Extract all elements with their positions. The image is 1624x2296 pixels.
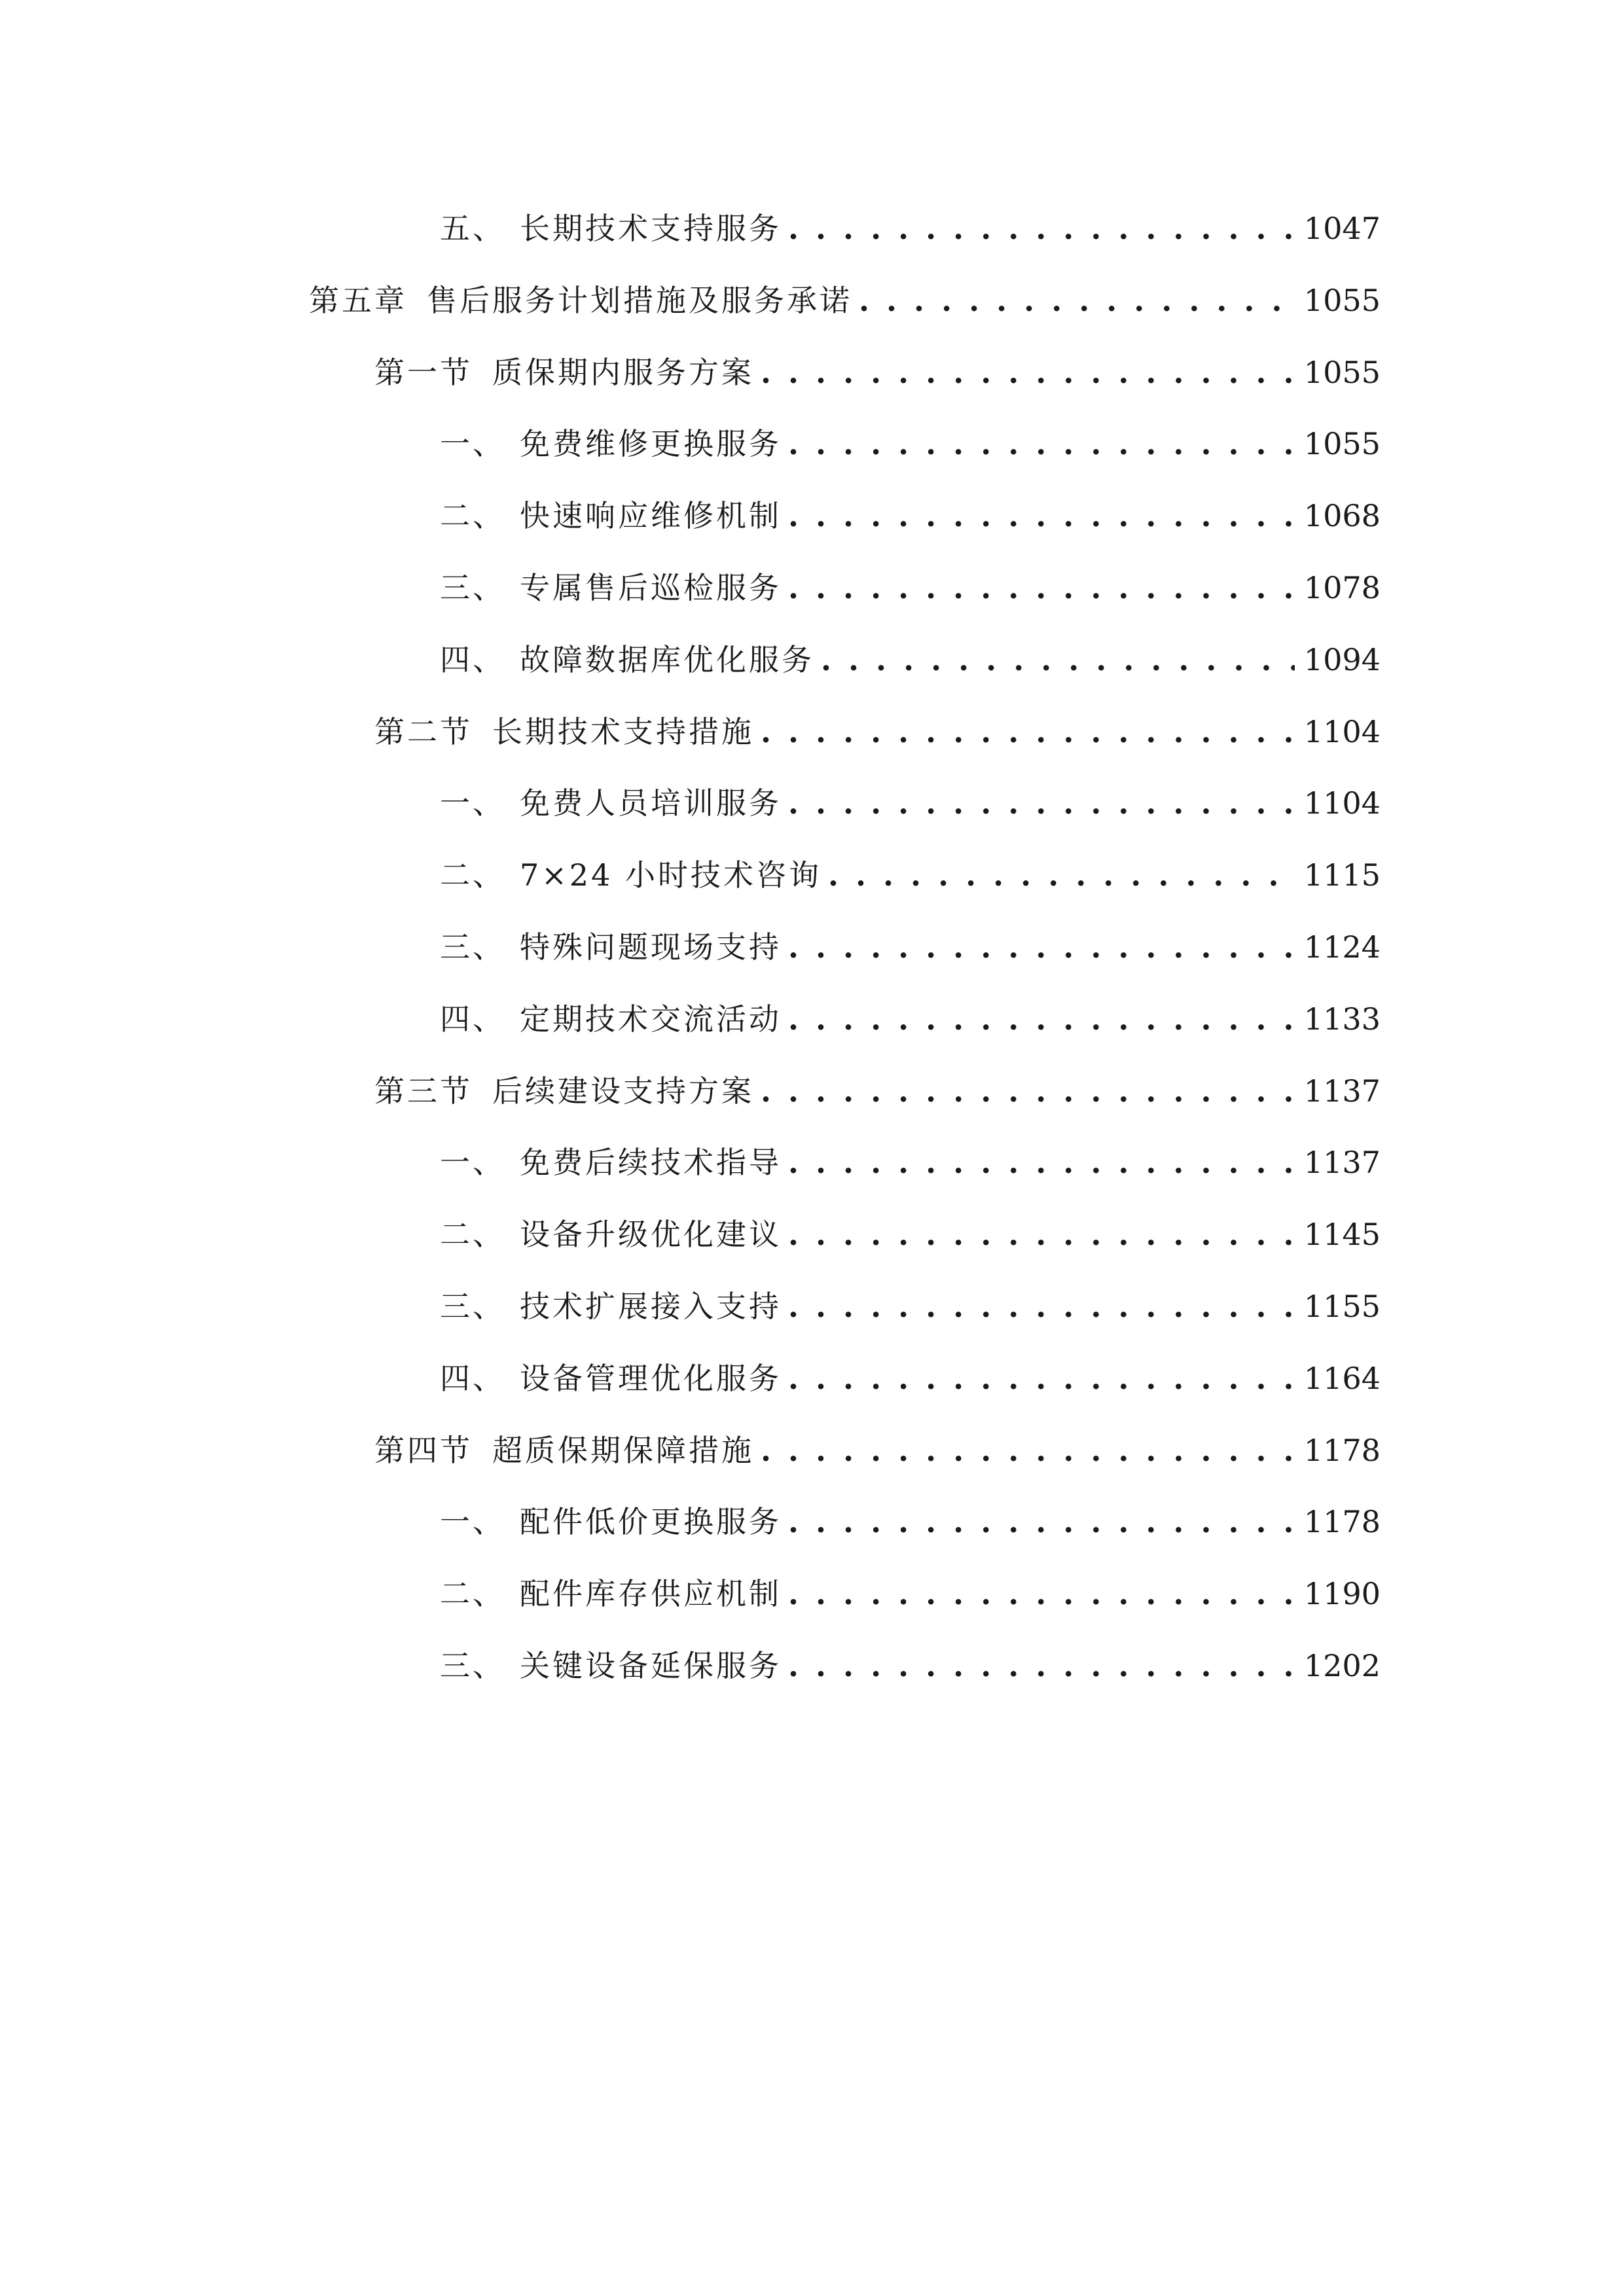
toc-entry-number: 四、 — [440, 1001, 505, 1037]
toc-entry[interactable] — [440, 1570, 1380, 1617]
toc-entry-page-number: 1124 — [1303, 929, 1380, 965]
toc-entry-number: 第三节 — [374, 1073, 473, 1109]
toc-dot-leader — [761, 349, 1295, 396]
toc-entry-page-number: 1178 — [1303, 1433, 1380, 1468]
toc-entry-page-number: 1068 — [1303, 498, 1380, 533]
toc-entry-number: 一、 — [440, 1145, 505, 1180]
toc-entry-number: 第四节 — [374, 1433, 473, 1468]
toc-entry-title: 7×24 小时技术咨询 — [520, 857, 821, 893]
toc-entry[interactable] — [374, 349, 1380, 396]
toc-dot-leader — [761, 708, 1295, 755]
toc-entry-title: 超质保期保障措施 — [492, 1433, 754, 1468]
toc-entry[interactable] — [440, 564, 1380, 611]
toc-entry-page-number: 1137 — [1303, 1145, 1380, 1180]
toc-entry-title: 设备升级优化建议 — [520, 1217, 782, 1252]
toc-entry-title: 免费后续技术指导 — [520, 1145, 782, 1180]
toc-entry-number: 一、 — [440, 785, 505, 821]
toc-entry-title: 免费人员培训服务 — [520, 785, 782, 821]
toc-entry-title: 技术扩展接入支持 — [520, 1289, 782, 1324]
toc-entry-title: 长期技术支持措施 — [492, 714, 754, 749]
toc-entry-page-number: 1047 — [1303, 211, 1380, 246]
toc-dot-leader — [788, 1355, 1295, 1402]
toc-entry[interactable] — [440, 996, 1380, 1043]
toc-entry[interactable] — [440, 492, 1380, 539]
toc-entry-page-number: 1055 — [1303, 355, 1380, 390]
toc-entry-title: 配件低价更换服务 — [520, 1504, 782, 1539]
toc-entry-page-number: 1145 — [1303, 1217, 1380, 1252]
toc-entry[interactable] — [440, 420, 1380, 467]
toc-entry-number: 二、 — [440, 1217, 505, 1252]
toc-entry-title: 故障数据库优化服务 — [520, 642, 814, 677]
toc-entry-page-number: 1164 — [1303, 1361, 1380, 1396]
toc-dot-leader — [788, 205, 1295, 252]
toc-entry-number: 三、 — [440, 929, 505, 965]
toc-entry-title: 质保期内服务方案 — [492, 355, 754, 390]
toc-dot-leader — [788, 564, 1295, 611]
toc-dot-leader — [788, 780, 1295, 827]
toc-entry-number: 第一节 — [374, 355, 473, 390]
toc-entry[interactable] — [374, 1427, 1380, 1474]
toc-entry-title: 免费维修更换服务 — [520, 426, 782, 461]
toc-entry-number: 三、 — [440, 570, 505, 605]
toc-entry[interactable] — [440, 1498, 1380, 1545]
toc-entry-title: 售后服务计划措施及服务承诺 — [427, 283, 852, 318]
toc-entry[interactable] — [440, 1139, 1380, 1186]
toc-entry-title: 配件库存供应机制 — [520, 1576, 782, 1611]
toc-dot-leader — [859, 277, 1295, 324]
toc-entry-page-number: 1055 — [1303, 426, 1380, 461]
toc-entry-title: 后续建设支持方案 — [492, 1073, 754, 1109]
toc-entry[interactable] — [440, 780, 1380, 827]
toc-dot-leader — [828, 852, 1295, 899]
toc-entry[interactable] — [309, 277, 1380, 324]
toc-entry-page-number: 1133 — [1303, 1001, 1380, 1037]
toc-entry-page-number: 1104 — [1303, 785, 1380, 821]
toc-entry-title: 长期技术支持服务 — [520, 211, 782, 246]
toc-entry[interactable] — [374, 708, 1380, 755]
toc-entry[interactable] — [440, 1355, 1380, 1402]
toc-entry[interactable] — [440, 852, 1380, 899]
toc-entry-page-number: 1155 — [1303, 1289, 1380, 1324]
toc-entry-page-number: 1190 — [1303, 1576, 1380, 1611]
toc-dot-leader — [788, 924, 1295, 971]
toc-entry-number: 四、 — [440, 1361, 505, 1396]
toc-entry-number: 一、 — [440, 426, 505, 461]
toc-dot-leader — [788, 1642, 1295, 1689]
toc-entry-title: 关键设备延保服务 — [520, 1648, 782, 1683]
toc-entry-page-number: 1115 — [1303, 857, 1380, 893]
toc-entry-number: 三、 — [440, 1289, 505, 1324]
toc-entry-title: 快速响应维修机制 — [520, 498, 782, 533]
toc-entry-page-number: 1078 — [1303, 570, 1380, 605]
toc-entry-page-number: 1104 — [1303, 714, 1380, 749]
toc-entry[interactable] — [440, 205, 1380, 252]
toc-entry-page-number: 1094 — [1303, 642, 1380, 677]
toc-dot-leader — [821, 636, 1295, 683]
toc-entry-page-number: 1178 — [1303, 1504, 1380, 1539]
toc-entry-number: 第二节 — [374, 714, 473, 749]
toc-entry-title: 特殊问题现场支持 — [520, 929, 782, 965]
toc-entry-number: 第五章 — [309, 283, 407, 318]
toc-dot-leader — [788, 1283, 1295, 1330]
toc-entry-page-number: 1137 — [1303, 1073, 1380, 1109]
toc-dot-leader — [788, 996, 1295, 1043]
toc-entry-number: 一、 — [440, 1504, 505, 1539]
toc-entry[interactable] — [440, 924, 1380, 971]
toc-dot-leader — [788, 1211, 1295, 1258]
toc-entry-number: 二、 — [440, 857, 505, 893]
toc-entry-number: 二、 — [440, 498, 505, 533]
toc-dot-leader — [788, 1139, 1295, 1186]
toc-dot-leader — [788, 420, 1295, 467]
toc-entry-page-number: 1055 — [1303, 283, 1380, 318]
toc-entry[interactable] — [374, 1067, 1380, 1115]
toc-entry-title: 定期技术交流活动 — [520, 1001, 782, 1037]
toc-entry-number: 二、 — [440, 1576, 505, 1611]
toc-dot-leader — [788, 1498, 1295, 1545]
toc-dot-leader — [761, 1067, 1295, 1115]
toc-entry[interactable] — [440, 1642, 1380, 1689]
toc-entry-title: 设备管理优化服务 — [520, 1361, 782, 1396]
toc-dot-leader — [788, 1570, 1295, 1617]
toc-entry[interactable] — [440, 1211, 1380, 1258]
toc-dot-leader — [761, 1427, 1295, 1474]
toc-entry-number: 五、 — [440, 211, 505, 246]
toc-entry-number: 四、 — [440, 642, 505, 677]
toc-entry-number: 三、 — [440, 1648, 505, 1683]
toc-entry-page-number: 1202 — [1303, 1648, 1380, 1683]
toc-dot-leader — [788, 492, 1295, 539]
toc-entry[interactable] — [440, 1283, 1380, 1330]
toc-entry[interactable] — [440, 636, 1380, 683]
toc-entry-title: 专属售后巡检服务 — [520, 570, 782, 605]
